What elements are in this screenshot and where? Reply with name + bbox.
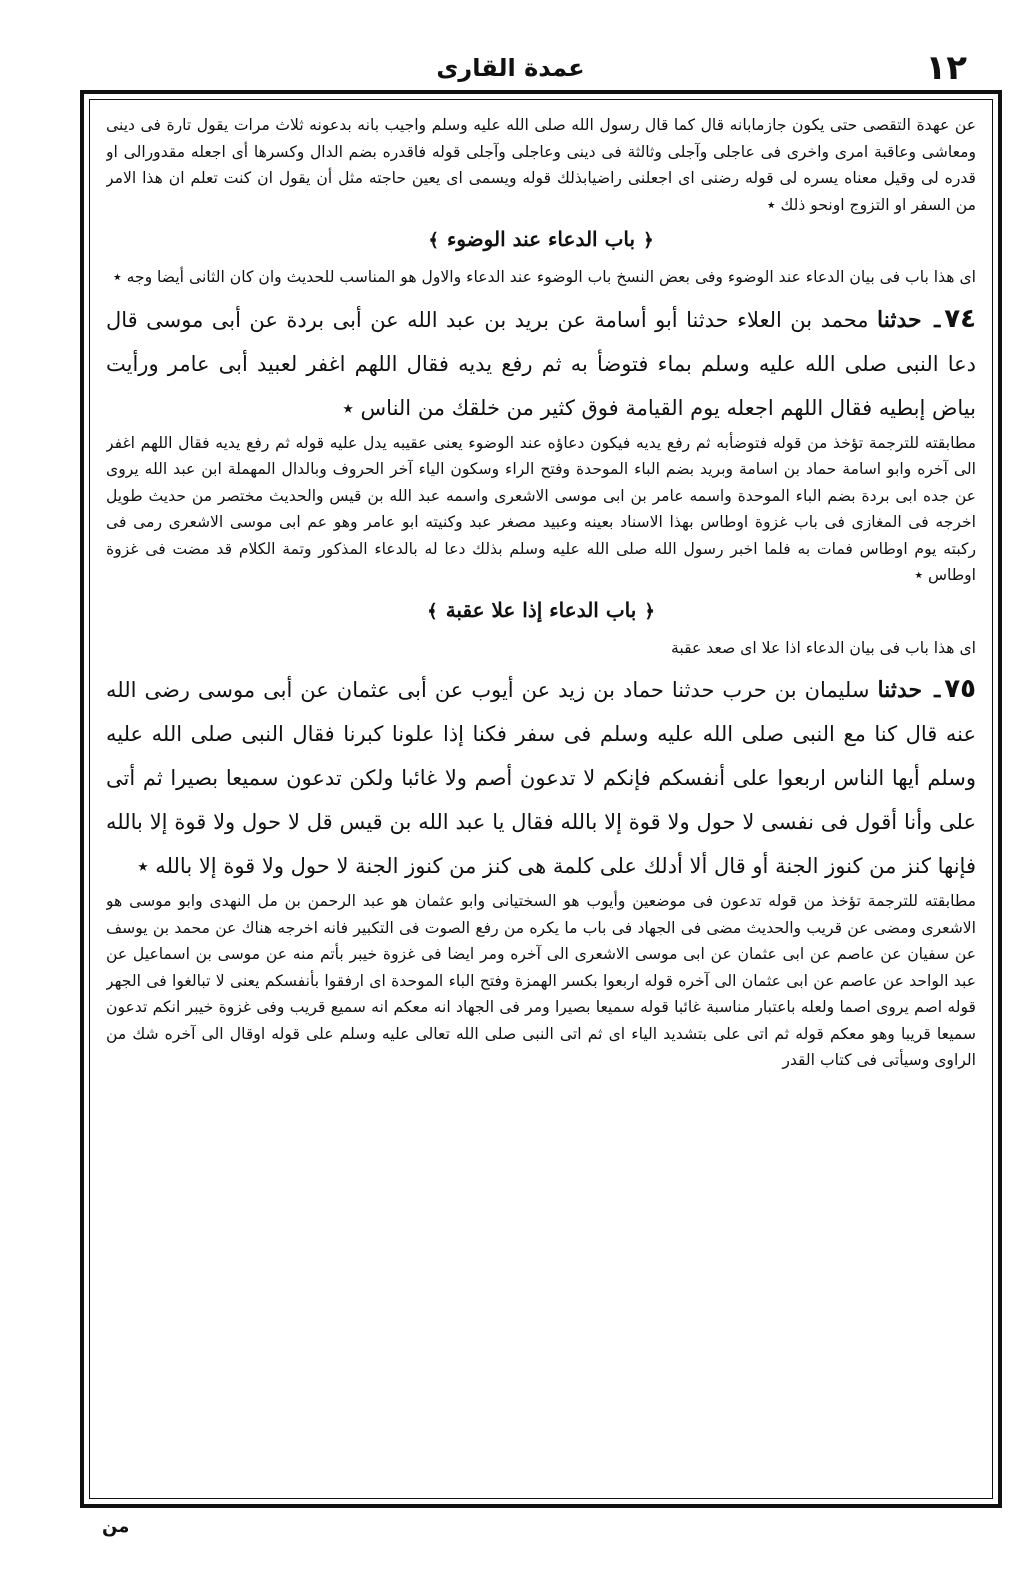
chapter-intro: اى هذا باب فى بيان الدعاء اذا علا اى صعد عقبة <box>671 638 976 657</box>
chapter-intro: اى هذا باب فى بيان الدعاء عند الوضوء وفى بعض النسخ باب الوضوء عند الدعاء والاول هو المناسب للحديث وان كان الثانى أيضا وجه ٭ <box>113 268 976 286</box>
hadith-text-block <box>106 297 976 430</box>
commentary-paragraph: عن عهدة التقصى حتى يكون جازمابانه قال كما قال رسول الله صلى الله عليه وسلم واجيب بانه بدعونه ثلاث مرات يقول تارة فى دينى ومعاشى وعاقبة امرى واخرى فى عاجلى وآجلى وثالثة فى دينى وعاجلى وآجلى قوله فاقدره بضم الدال وكسرها أى اجعله مقدورالى او قدره لى وقيل معناه يسره لى قوله رضنى اى اجعلنى راضيابذلك قوله ويسمى اى يعين حاجته مثل أن يقول ان كنت تعلم ان هذا الامر من السفر او التزوج اونحو ذلك ٭ <box>106 116 976 214</box>
hadith-lead: حدثنا <box>877 677 923 703</box>
chapter-heading <box>106 224 976 256</box>
ornament-icon: ﴾ <box>427 600 438 622</box>
chapter-title: باب الدعاء عند الوضوء <box>446 227 636 251</box>
hadith-dash: ـ <box>934 306 941 332</box>
page-frame-inner <box>89 99 993 1499</box>
hadith-text: محمد بن العلاء حدثنا أبو أسامة عن بريد بن عبد الله عن أبى بردة عن أبى موسى قال دعا النبى صلى الله عليه وسلم بماء فتوضأ به ثم رفع يديه فقال اللهم اغفر لعبيد أبى عامر ورأيت بياض إبطيه فقال اللهم اجعله يوم القيامة فوق كثير من خلقك من الناس ٭ <box>106 307 976 420</box>
hadith-lead: حدثنا <box>877 306 922 333</box>
chapter-heading <box>106 595 976 627</box>
ornament-icon: ﴿ <box>643 230 654 251</box>
commentary-paragraph: مطابقته للترجمة تؤخذ من قوله تدعون فى موضعين وأيوب هو السختيانى وابو عثمان هو عبد الرحمن بن مل النهدى وابو موسى هو الاشعرى ومضى عن قريب والحديث مضى فى الجهاد فى باب ما يكره من رفع الصوت فى التكبير فانه اخرجه هناك عن محمد بن يوسف عن سفيان عن عاصم عن ابى عثمان عن ابى موسى الاشعرى الى آخره ومر ايضا فى غزوة خيبر بأتم منه عن موسى بن اسماعيل عن عبد الواحد عن عاصم عن ابى عثمان الى آخره قوله اربعوا بكسر الهمزة وفتح الباء الموحدة اى ارفقوا بأنفسكم يعنى لا تبالغوا فى الجهر قوله اصم يروى اصما ولعله باعتبار مناسبة غائبا قوله سميعا بصيرا ومر فى الجهاد انه معكم انه سميع قريب وفى غزوة خيبر انكم تدعون سميعا قريبا وهو معكم قوله ثم اتى على بتشديد الياء اى ثم اتى النبى صلى الله تعالى عليه وسلم على قوله اوقال الى آخره شك من الراوى وسيأتى فى كتاب القدر <box>106 892 976 1069</box>
hadith-number: ٧٥ <box>944 674 976 704</box>
catchword: من <box>102 1516 130 1537</box>
ornament-icon: ﴿ <box>644 600 655 622</box>
commentary-paragraph: مطابقته للترجمة تؤخذ من قوله فتوضأبه ثم رفع يديه فيكون دعاؤه عند الوضوء يعنى عقيبه يدل عليه قوله ثم رفع يديه فقال اللهم اغفر الى آخره وابو اسامة حماد بن اسامة وبريد بضم الباء الموحدة وفتح الراء وسكون الياء آخر الحروف وبالدال المهملة ابن عبد الله يروى عن جده ابى بردة بضم الباء الموحدة واسمه عامر بن ابى موسى الاشعرى واسمه عبد الله بن قيس والحديث مختصر من حديث طويل اخرجه فى المغازى فى باب غزوة اوطاس بهذا الاسناد بعينه وعبيد مصغر عبد وكنيته ابو عامر وهو عم ابى موسى الاشعرى رمى فى ركبته يوم اوطاس فمات به فلما اخبر رسول الله صلى الله عليه وسلم بذلك دعا له بالدعاء المذكور وتمة الكلام قد مضت فى غزوة اوطاس ٭ <box>106 433 976 584</box>
page-number: ١٢ <box>925 48 967 88</box>
page-frame <box>80 90 1002 1508</box>
ornament-icon: ﴾ <box>428 230 439 251</box>
page-body <box>106 112 976 1488</box>
hadith-number: ٧٤ <box>944 303 976 334</box>
hadith-text-block <box>106 667 976 888</box>
running-title: عمدة القارى <box>436 54 585 82</box>
hadith-text: سليمان بن حرب حدثنا حماد بن زيد عن أيوب عن أبى عثمان عن أبى موسى رضى الله عنه قال كنا مع النبى صلى الله عليه وسلم فى سفر فكنا إذا علونا كبرنا فقال النبى صلى الله عليه وسلم أيها الناس اربعوا على أنفسكم فإنكم لا تدعون أصم ولا غائبا ولكن تدعون سميعا بصيرا ثم أتى على وأنا أقول فى نفسى لا حول ولا قوة إلا بالله فقال يا عبد الله بن قيس قل لا حول ولا قوة إلا بالله فإنها كنز من كنوز الجنة أو قال ألا أدلك على كلمة هى كنز من كنوز الجنة لا حول ولا قوة إلا بالله ٭ <box>106 678 976 878</box>
hadith-dash: ـ <box>934 677 941 702</box>
chapter-title: باب الدعاء إذا علا عقبة <box>445 597 637 622</box>
